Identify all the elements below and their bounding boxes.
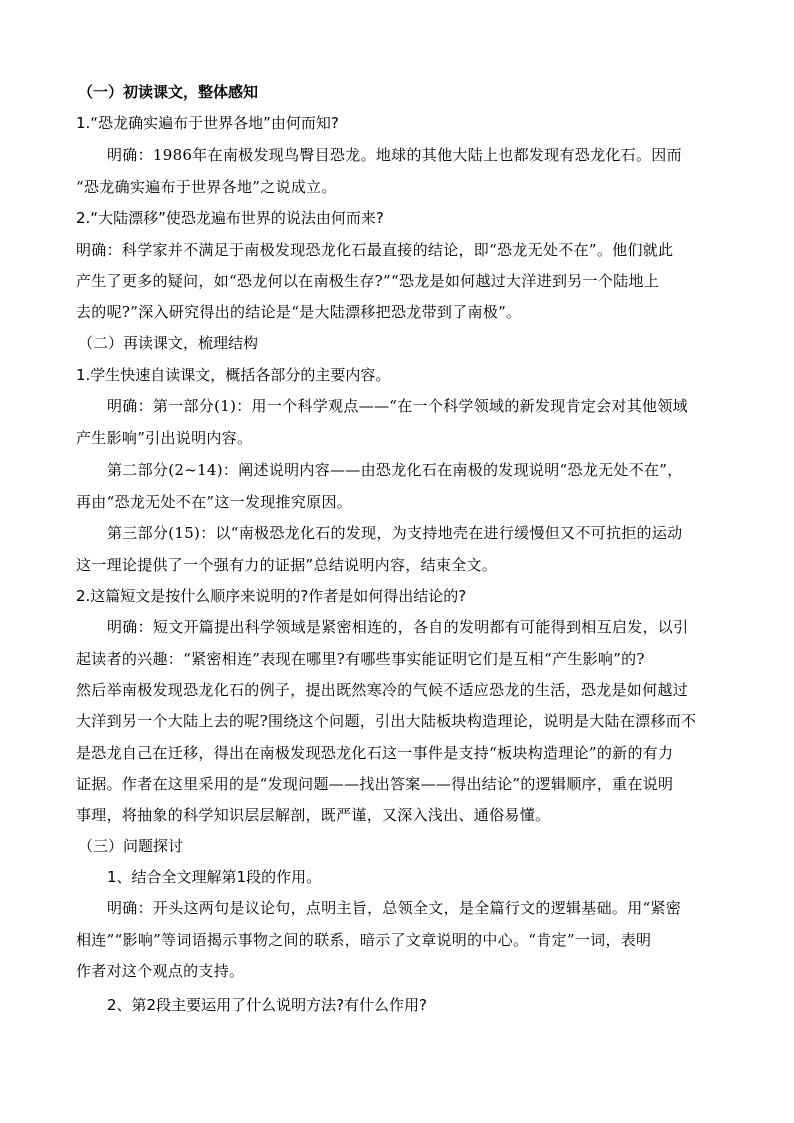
- structure-part2-line-2: 再由“恐龙无处不在”这一发现推究原因。: [76, 493, 353, 511]
- structure-part1-line-1: 明确：第一部分(1)：用一个科学观点——“在一个科学领域的新发现肯定会对其他领域: [107, 397, 688, 415]
- structure-part1-line-2: 产生影响”引出说明内容。: [76, 429, 253, 447]
- order-answer-line-1: 明确：短文开篇提出科学领域是紧密相连的，各自的发明都有可能得到相互启发，以引: [107, 618, 689, 636]
- discussion-a1-line-1: 明确：开头这两句是议论句，点明主旨，总领全文，是全篇行文的逻辑基础。用“紧密: [107, 899, 682, 917]
- order-answer-line-2: 起读者的兴趣：“紧密相连”表现在哪里?有哪些事实能证明它们是互相“产生影响”的?: [76, 650, 645, 668]
- answer-2-line-1: 明确：科学家并不满足于南极发现恐龙化石最直接的结论，即“恐龙无处不在”。他们就此: [76, 241, 674, 259]
- order-answer-line-6: 证据。作者在这里采用的是“发现问题——找出答案——得出结论”的逻辑顺序，重在说明: [76, 775, 674, 793]
- structure-part2-line-1: 第二部分(2~14)：阐述说明内容——由恐龙化石在南极的发现说明“恐龙无处不在”，: [107, 461, 683, 479]
- structure-part3-line-2: 这一理论提供了一个强有力的证据”总结说明内容，结束全文。: [76, 556, 498, 574]
- order-answer-line-4: 大洋到另一个大陆上去的呢?围绕这个问题，引出大陆板块构造理论，说明是大陆在漂移而不: [76, 712, 697, 730]
- discussion-a1-line-2: 相连”“影响”等词语揭示事物之间的联系，暗示了文章说明的中心。“肯定”一词，表明: [76, 931, 652, 949]
- section-heading-1: （一）初读课文，整体感知: [78, 83, 259, 101]
- section-heading-2: （二）再读课文，梳理结构: [78, 334, 259, 352]
- order-answer-line-7: 事理，将抽象的科学知识层层解剖，既严谨，又深入浅出、通俗易懂。: [76, 806, 551, 824]
- discussion-a1-line-3: 作者对这个观点的支持。: [76, 962, 245, 980]
- task-1: 1.学生快速自读课文，概括各部分的主要内容。: [76, 366, 391, 384]
- discussion-q2: 2、第2段主要运用了什么说明方法?有什么作用?: [107, 996, 428, 1014]
- answer-2-line-3: 去的呢?”深入研究得出的结论是“是大陆漂移把恐龙带到了南极”。: [76, 303, 522, 321]
- question-1: 1.“恐龙确实遍布于世界各地”由何而知?: [76, 114, 339, 132]
- structure-part3-line-1: 第三部分(15)：以“南极恐龙化石的发现，为支持地壳在进行缓慢但又不可抗拒的运动: [107, 524, 683, 542]
- task-2: 2.这篇短文是按什么顺序来说明的?作者是如何得出结论的?: [76, 587, 467, 605]
- section-heading-3: （三）问题探讨: [78, 837, 184, 855]
- answer-1-line-1: 明确：1986年在南极发现鸟臀目恐龙。地球的其他大陆上也都发现有恐龙化石。因而: [107, 146, 682, 164]
- order-answer-line-3: 然后举南极发现恐龙化石的例子，提出既然寒冷的气候不适应恐龙的生活，恐龙是如何越过: [76, 681, 689, 699]
- answer-2-line-2: 产生了更多的疑问，如“恐龙何以在南极生存?”“恐龙是如何越过大洋进到另一个陆地上: [76, 272, 660, 290]
- discussion-q1: 1、结合全文理解第1段的作用。: [107, 868, 322, 886]
- question-2: 2.“大陆漂移”使恐龙遍布世界的说法由何而来?: [76, 209, 384, 227]
- order-answer-line-5: 是恐龙自己在迁移，得出在南极发现恐龙化石这一事件是支持“板块构造理论”的新的有力: [76, 744, 674, 762]
- answer-1-line-2: “恐龙确实遍布于世界各地”之说成立。: [76, 178, 337, 196]
